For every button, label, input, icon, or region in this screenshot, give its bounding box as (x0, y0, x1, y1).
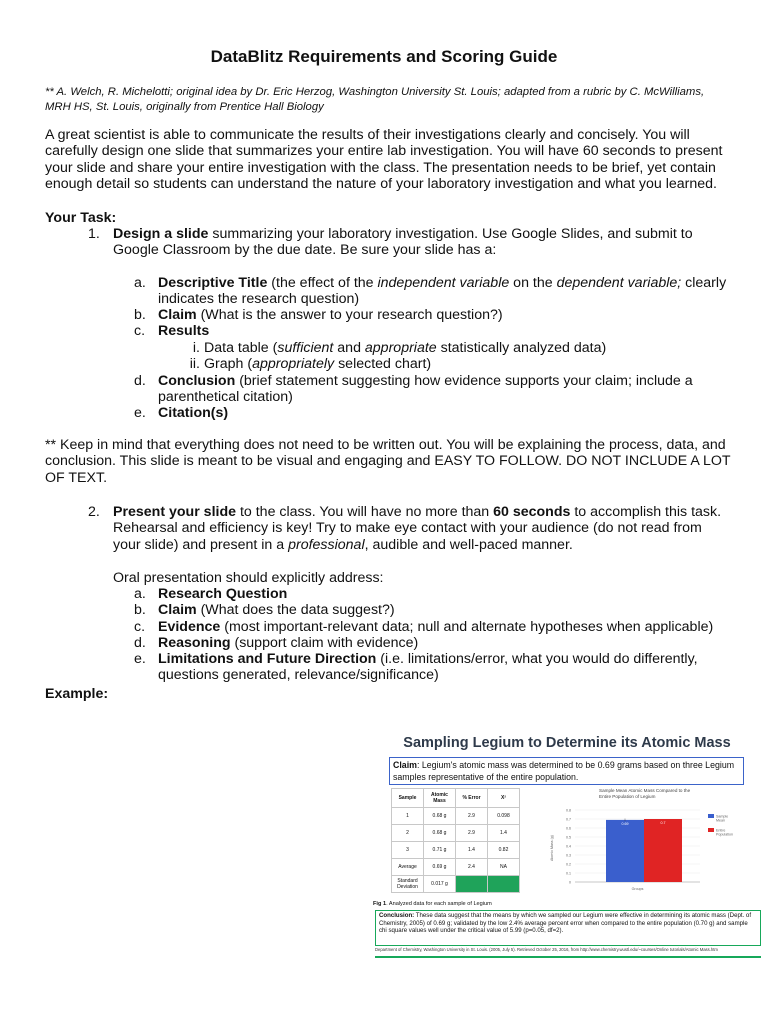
data-table (391, 788, 520, 893)
table-cell: 2.9 (456, 825, 488, 842)
y-tick-label: 0.7 (566, 817, 571, 822)
table-cell: 0.71 g (424, 842, 456, 859)
conclusion-box: Conclusion: These data suggest that the means by which we sampled our Legium were effective in determining its atomic mass (Dept. of Chemistry, 2005) of 0.69 g; validated by the low 2.4% average percent error when compared to the entire population (0.70 g) and sample chi square values well under the critical value of 5.99 (p=0.05, df=2). (375, 910, 761, 946)
bar (644, 819, 682, 882)
table-row (392, 842, 520, 859)
table-cell: 0.82 (488, 842, 520, 859)
item-number: 1. (88, 226, 100, 242)
oral-req-evidence: c. Evidence (most important-relevant data; null and alternate hypotheses when applicable) (134, 619, 714, 635)
table-cell: 2.4 (456, 859, 488, 876)
intro-paragraph: A great scientist is able to communicate the results of their investigations clearly and concisely. You will carefully design one slide that summarizes your entire lab investigation. You will have 60 seconds to present your slide and share your entire investigation with the class. The presentation needs to be brief, yet contain enough detail so students can understand the nature of your laboratory investigation and what you learned. (45, 127, 723, 193)
table-header-row (392, 789, 520, 808)
table-cell: NA (488, 859, 520, 876)
item-text: Design a slide summarizing your laboratory investigation. Use Google Slides, and submit to Google Classroom by the due date. Be sure your slide has a: (113, 226, 693, 259)
table-cell: 0.017 g (424, 876, 456, 893)
legend-label: Sample (716, 814, 729, 819)
bar-chart (545, 786, 765, 894)
example-label: Example: (45, 686, 109, 702)
x-axis-label: Groups (631, 887, 644, 891)
legend-label: Population (716, 832, 733, 837)
note-paragraph: ** Keep in mind that everything does not need to be written out. You will be explaining the process, data, and conclusion. This slide is meant to be visual and engaging and EASY TO FOLLOW. DO NOT INCLUDE A LOT OF TEXT. (45, 437, 731, 486)
oral-req-claim: b. Claim (What does the data suggest?) (134, 602, 395, 618)
y-tick-label: 0.2 (566, 862, 571, 867)
oral-req-reasoning: d. Reasoning (support claim with evidence) (134, 635, 419, 651)
chart-title-line: Entire Population of Legium (599, 794, 656, 799)
table-cell (488, 876, 520, 893)
figure-caption: Fig 1. Analyzed data for each sample of Legium (373, 901, 492, 907)
legend-label: Entire (716, 828, 726, 833)
oral-intro: Oral presentation should explicitly address: (113, 570, 384, 586)
table-header-cell: Atomic Mass (424, 789, 456, 808)
table-cell: Average (392, 859, 424, 876)
y-tick-label: 0.5 (566, 835, 571, 840)
table-cell: 2.9 (456, 808, 488, 825)
y-tick-label: 0.3 (566, 853, 571, 858)
legend-swatch (708, 814, 714, 818)
y-tick-label: 0.6 (566, 826, 571, 831)
slide-req-citations: e. Citation(s) (134, 405, 229, 421)
table-cell: 3 (392, 842, 424, 859)
oral-req-limitations: e. Limitations and Future Direction (i.e. limitations/error, what you would do differently, questions generated, relevance/significance) (134, 651, 698, 684)
y-tick-label: 0.1 (566, 871, 571, 876)
y-tick-label: 0.8 (566, 808, 571, 813)
table-cell: 0.69 g (424, 859, 456, 876)
table-row (392, 825, 520, 842)
table-row (392, 876, 520, 893)
table-cell: 2 (392, 825, 424, 842)
table-header-cell: Sample (392, 789, 424, 808)
claim-box: Claim: Legium's atomic mass was determined to be 0.69 grams based on three Legium samples representative of the entire population. (389, 757, 744, 785)
y-axis-label: Atomic Mass (g) (550, 835, 554, 861)
table-cell: 1.4 (456, 842, 488, 859)
item-bold: Design a slide (113, 226, 209, 242)
oral-req-research-question: a. Research Question (134, 586, 288, 602)
table-row (392, 808, 520, 825)
table-cell: 0.098 (488, 808, 520, 825)
results-sub-graph: ii. Graph (appropriately selected chart) (189, 356, 432, 372)
bar-data-label: 0.7 (660, 821, 666, 825)
slide-req-conclusion: d. Conclusion (brief statement suggesting how evidence supports your claim; include a parenthetical citation) (134, 373, 693, 406)
table-cell: 1 (392, 808, 424, 825)
slide-req-claim: b. Claim (What is the answer to your research question?) (134, 307, 503, 323)
bar (606, 820, 644, 882)
table-header-cell: % Error (456, 789, 488, 808)
table-cell: 1.4 (488, 825, 520, 842)
y-tick-label: 0.4 (566, 844, 571, 849)
y-tick-label: 0 (569, 880, 571, 885)
task-heading: Your Task: (45, 210, 117, 226)
table-row (392, 859, 520, 876)
citation-text: Department of Chemistry, Washington University in St. Louis. (2005, July 5). Retrieved October 25, 2016, from http://www.chemistry.wustl.edu/~courses/Online tutorials/Atomic Mass.htm (375, 947, 718, 952)
credit-line: ** A. Welch, R. Michelotti; original idea by Dr. Eric Herzog, Washington University St. Louis; adapted from a rubric by C. McWilliams, MRH HS, St. Louis, originally from Prentice Hall Biology (45, 86, 705, 113)
slide-req-title: a. Descriptive Title (the effect of the independent variable on the dependent variable; clearly indicates the research question) (134, 275, 727, 308)
table-cell: 0.68 g (424, 808, 456, 825)
slide-req-results: c. Results (134, 323, 210, 339)
chart-title-line: Sample Mean Atomic Mass Compared to the (599, 788, 691, 793)
example-slide (370, 728, 766, 960)
item-number: 2. (88, 504, 100, 520)
table-header-cell: X² (488, 789, 520, 808)
results-sub-data-table: i. Data table (sufficient and appropriate statistically analyzed data) (192, 340, 607, 356)
table-cell: 0.68 g (424, 825, 456, 842)
legend-label: Mean (716, 818, 725, 823)
page-title: DataBlitz Requirements and Scoring Guide (210, 47, 558, 66)
task-item-1 (88, 226, 728, 259)
item-text: Present your slide to the class. You will have no more than 60 seconds to accomplish this task. Rehearsal and efficiency is key! Try to make eye contact with your audience (do not read from your slide) and present in a professional, audible and well-paced manner. (113, 504, 722, 553)
slide-title: Sampling Legium to Determine its Atomic Mass (403, 735, 731, 751)
divider-line (375, 956, 761, 958)
table-cell: Standard Deviation (392, 876, 424, 893)
legend-swatch (708, 828, 714, 832)
bar-data-label: 0.69 (621, 821, 629, 826)
table-cell (456, 876, 488, 893)
task-item-2 (88, 504, 728, 553)
